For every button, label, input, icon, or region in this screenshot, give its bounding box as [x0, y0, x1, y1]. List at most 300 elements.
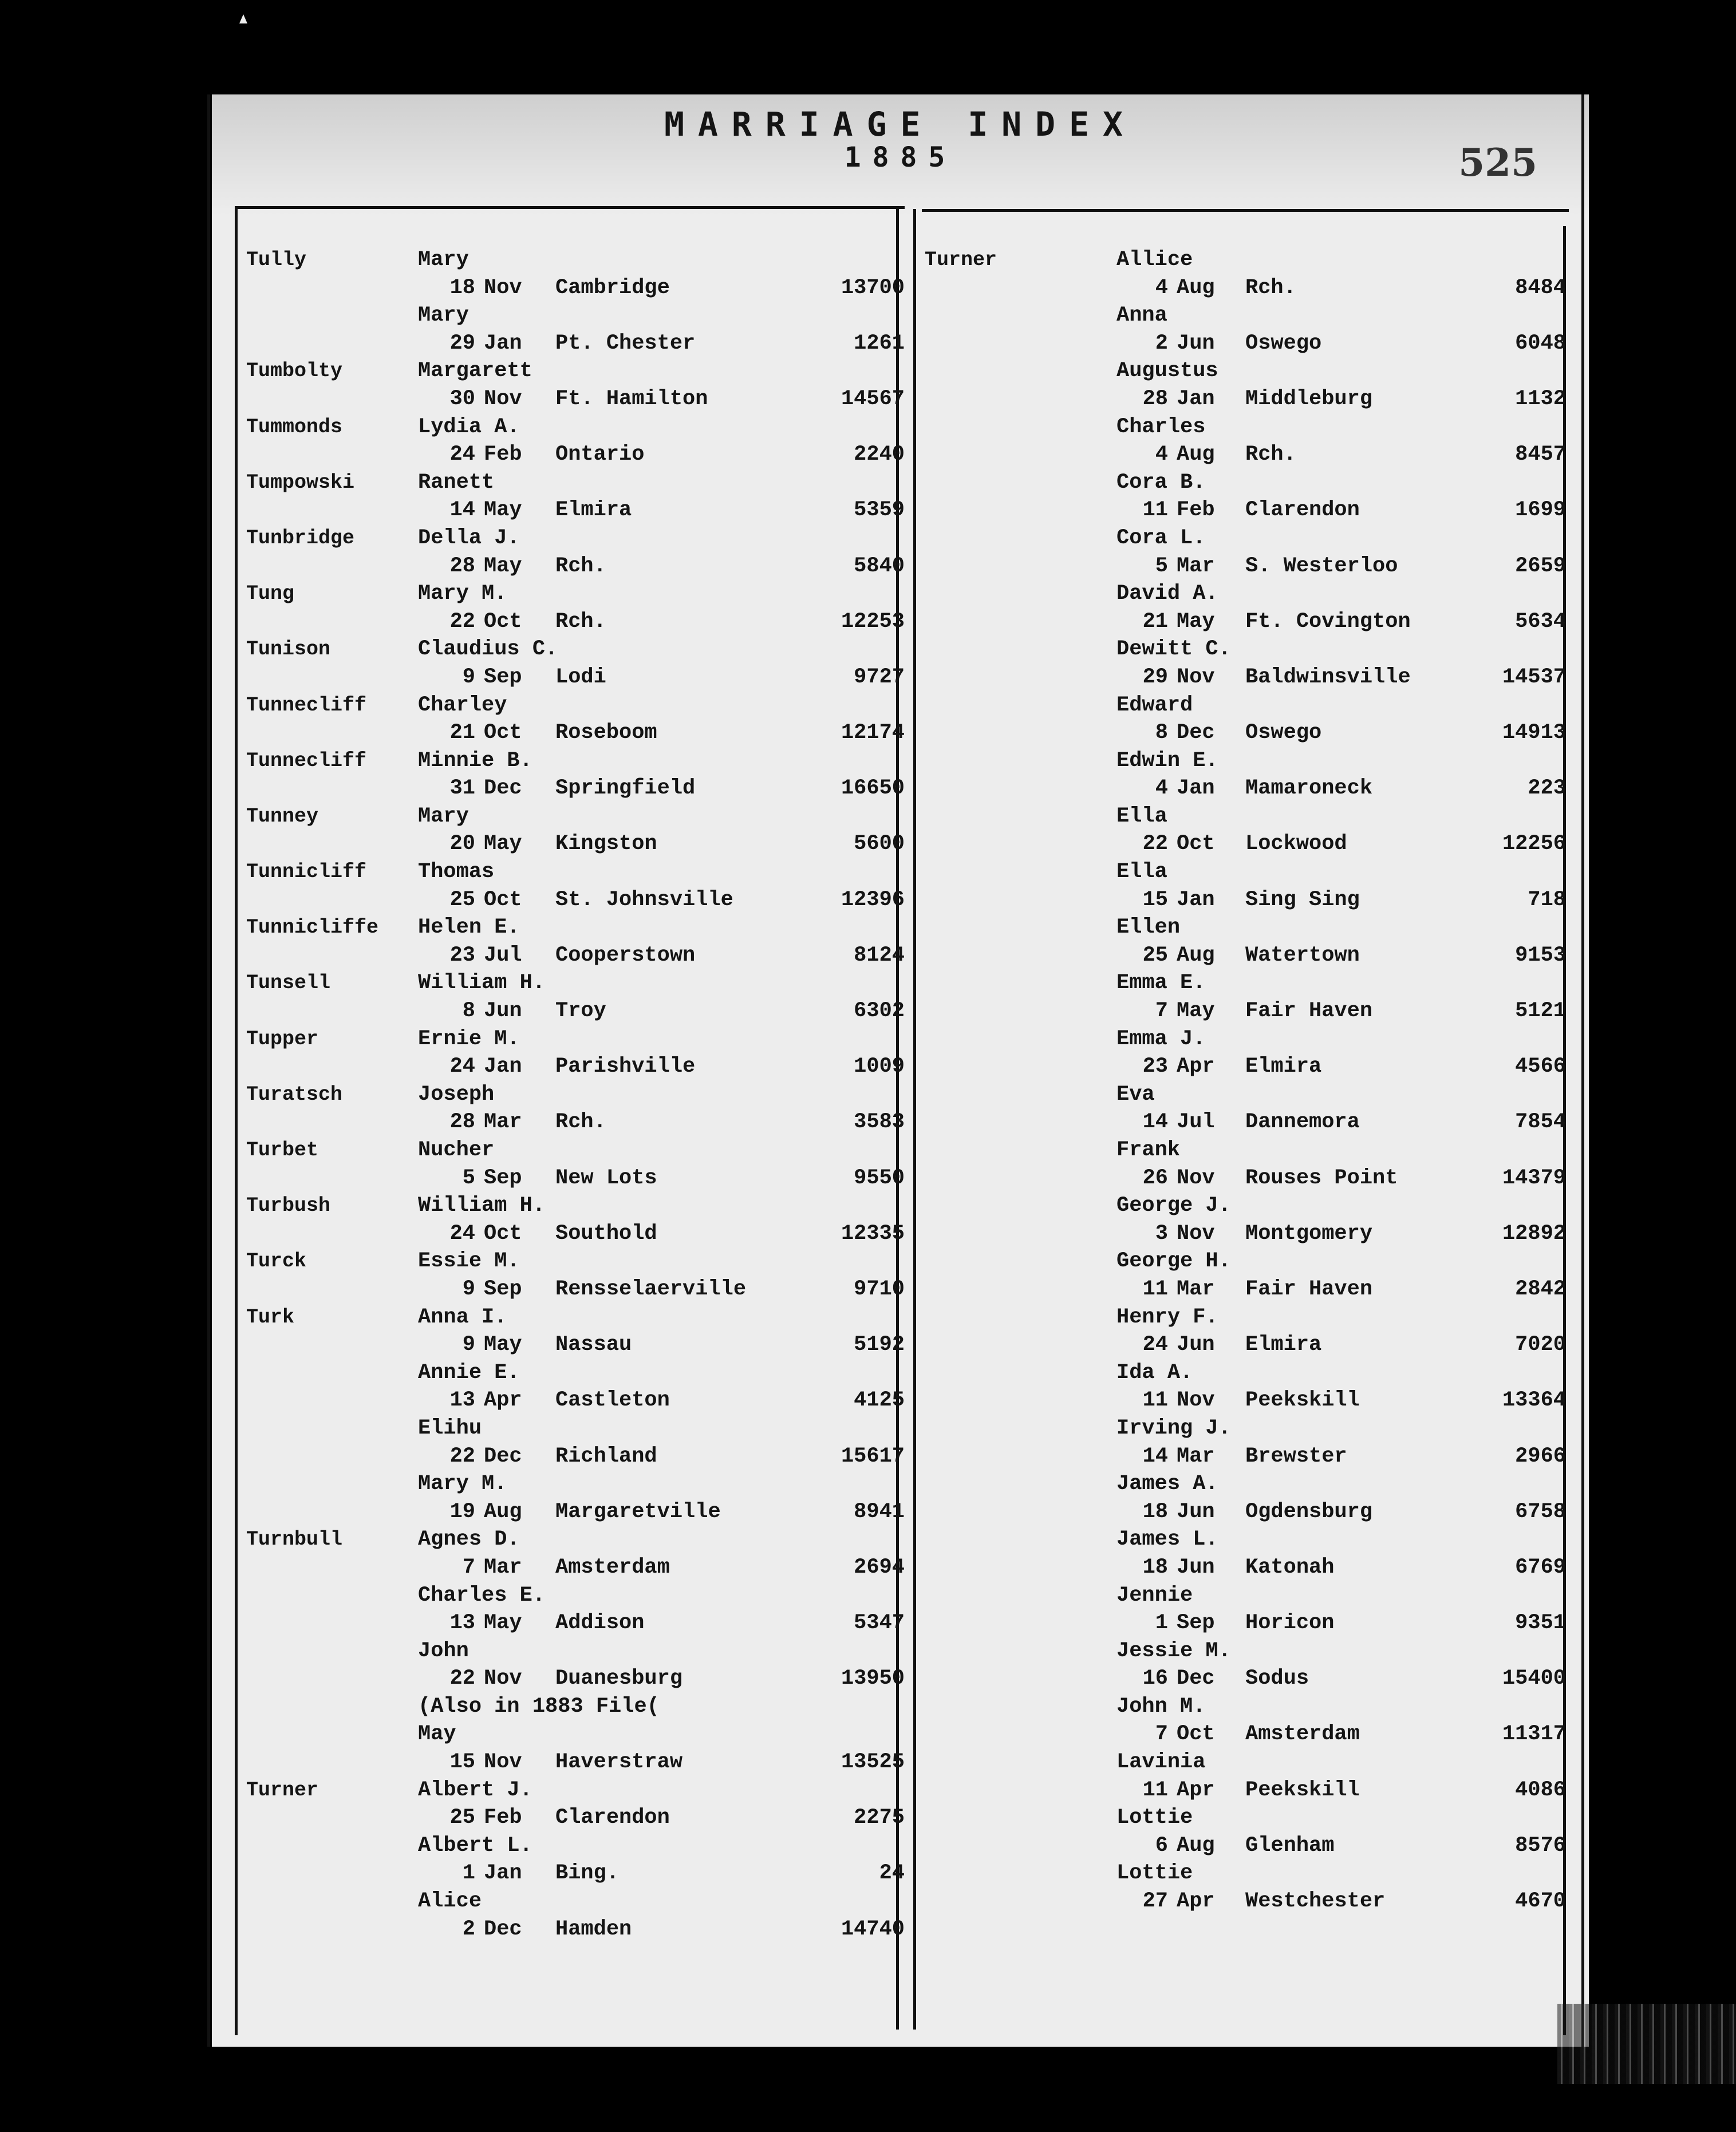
marriage-day: 11 [1142, 1277, 1168, 1301]
marriage-month: Jul [1177, 1110, 1215, 1135]
certificate-number: 5359 [854, 498, 905, 523]
entry-name-row [246, 858, 905, 886]
marriage-day: 2 [1155, 331, 1168, 356]
marriage-place: Lockwood [1245, 832, 1347, 856]
marriage-day: 18 [449, 275, 475, 300]
entry-name-row [246, 1136, 905, 1164]
marriage-place: Parishville [555, 1055, 696, 1079]
certificate-number: 718 [1528, 887, 1566, 912]
marriage-day: 3 [1155, 1221, 1168, 1246]
entry-detail-row [925, 552, 1566, 581]
marriage-day: 23 [449, 943, 475, 968]
given-name: Cora L. [1116, 526, 1206, 550]
marriage-month: Nov [1177, 665, 1215, 689]
marriage-day: 29 [449, 331, 475, 356]
certificate-number: 8484 [1515, 275, 1566, 300]
given-name: Jessie M. [1116, 1639, 1231, 1663]
surname: Tunbridge [246, 526, 355, 550]
marriage-place: Rch. [1245, 275, 1296, 300]
entry-detail-row [246, 441, 905, 469]
entry-detail-row [246, 1554, 905, 1582]
marriage-day: 24 [449, 1221, 475, 1246]
entry-detail-row [246, 1443, 905, 1471]
marriage-day: 27 [1142, 1889, 1168, 1914]
entry-name-row [246, 914, 905, 942]
marriage-place: Margaretville [555, 1499, 721, 1524]
certificate-number: 9153 [1515, 943, 1566, 968]
marriage-month: Jun [1177, 1499, 1215, 1524]
entry-name-row [925, 1748, 1566, 1776]
surname: Tunnecliff [246, 749, 367, 772]
surname: Tunnicliff [246, 860, 367, 884]
given-name: James L. [1116, 1527, 1218, 1552]
given-name: Essie M. [418, 1249, 520, 1274]
marriage-place: New Lots [555, 1166, 657, 1190]
entry-detail-row [925, 886, 1566, 914]
left-column-border [235, 209, 238, 2035]
marriage-day: 13 [449, 1388, 475, 1413]
certificate-number: 24 [879, 1861, 905, 1886]
marriage-day: 14 [1142, 1110, 1168, 1135]
marriage-month: May [484, 1611, 522, 1636]
marriage-place: Addison [555, 1611, 645, 1636]
given-name: Elihu [418, 1416, 482, 1440]
marriage-month: Aug [1177, 443, 1215, 467]
marriage-place: Sing Sing [1245, 887, 1360, 912]
entry-detail-row [246, 775, 905, 803]
marriage-place: Glenham [1245, 1833, 1335, 1858]
certificate-number: 2275 [854, 1806, 905, 1830]
entry-name-row [925, 580, 1566, 608]
given-name: William H. [418, 1194, 546, 1218]
given-name: Mary [418, 804, 469, 828]
certificate-number: 6048 [1515, 331, 1566, 356]
entry-detail-row [246, 496, 905, 524]
marriage-day: 24 [449, 443, 475, 467]
entry-name-row [246, 1470, 905, 1498]
marriage-day: 5 [1155, 554, 1168, 578]
marriage-month: Jun [1177, 1333, 1215, 1357]
entry-detail-row [246, 830, 905, 858]
entry-name-row [246, 580, 905, 608]
given-name: Agnes D. [418, 1527, 520, 1552]
entry-name-row [246, 1415, 905, 1443]
marriage-place: Baldwinsville [1245, 665, 1411, 689]
certificate-number: 5634 [1515, 609, 1566, 634]
entry-detail-row [246, 1609, 905, 1637]
entry-detail-row [246, 997, 905, 1025]
marriage-day: 15 [449, 1750, 475, 1775]
certificate-number: 4670 [1515, 1889, 1566, 1914]
surname: Turnbull [246, 1528, 343, 1551]
surname: Turatsch [246, 1083, 343, 1106]
marriage-month: Jul [484, 943, 522, 968]
given-name: Anna I. [418, 1305, 507, 1329]
given-name: Augustus [1116, 359, 1218, 384]
right-index-column [925, 246, 1566, 1916]
marriage-day: 22 [1142, 832, 1168, 856]
entry-name-row [246, 302, 905, 330]
given-name: Lottie [1116, 1861, 1193, 1886]
given-name: George H. [1116, 1249, 1231, 1274]
marriage-place: Rch. [1245, 443, 1296, 467]
marriage-place: Richland [555, 1444, 657, 1468]
marriage-month: Mar [484, 1555, 522, 1580]
surname: Turbush [246, 1194, 331, 1218]
marriage-month: Jan [1177, 776, 1215, 801]
marriage-day: 7 [462, 1555, 475, 1580]
marriage-day: 7 [1155, 999, 1168, 1024]
entry-name-row [925, 1859, 1566, 1888]
entry-detail-row [925, 775, 1566, 803]
marriage-month: Jan [484, 331, 522, 356]
given-name: Minnie B. [418, 748, 532, 773]
certificate-number: 8941 [854, 1499, 905, 1524]
marriage-day: 24 [449, 1055, 475, 1079]
certificate-number: 14913 [1502, 721, 1566, 745]
certificate-number: 2240 [854, 443, 905, 467]
entry-name-row [925, 1359, 1566, 1387]
surname: Tully [246, 248, 307, 271]
marriage-place: Katonah [1245, 1555, 1335, 1580]
marriage-day: 11 [1142, 1778, 1168, 1802]
entry-name-row [925, 413, 1566, 441]
given-name: Charles E. [418, 1583, 546, 1608]
entry-name-row [925, 1693, 1566, 1721]
entry-name-row [925, 692, 1566, 720]
header-rule [235, 206, 905, 209]
certificate-number: 14740 [841, 1917, 905, 1941]
marriage-place: Roseboom [555, 721, 657, 745]
entry-name-row [246, 692, 905, 720]
given-name: Margarett [418, 359, 532, 384]
given-name: Anna [1116, 303, 1167, 328]
entry-detail-row [246, 1108, 905, 1136]
given-name: Ellen [1116, 915, 1181, 940]
marriage-day: 23 [1142, 1055, 1168, 1079]
entry-detail-row [246, 719, 905, 747]
marriage-day: 22 [449, 609, 475, 634]
given-name: Mary [418, 303, 469, 328]
marriage-place: Cambridge [555, 275, 670, 300]
marriage-day: 18 [1142, 1555, 1168, 1580]
marriage-day: 5 [462, 1166, 475, 1190]
film-mark-icon [239, 14, 247, 23]
given-name: Ida A. [1116, 1360, 1193, 1385]
entry-detail-row [925, 997, 1566, 1025]
marriage-day: 7 [1155, 1722, 1168, 1747]
marriage-month: Nov [1177, 1166, 1215, 1190]
entry-name-row [246, 1637, 905, 1665]
marriage-month: Oct [484, 609, 522, 634]
marriage-month: Nov [484, 1667, 522, 1691]
marriage-day: 19 [449, 1499, 475, 1524]
marriage-place: Ontario [555, 443, 645, 467]
marriage-day: 8 [1155, 721, 1168, 745]
marriage-place: Rouses Point [1245, 1166, 1398, 1190]
entry-name-row [925, 1081, 1566, 1109]
marriage-month: Aug [1177, 943, 1215, 968]
certificate-number: 5347 [854, 1611, 905, 1636]
marriage-place: Brewster [1245, 1444, 1347, 1468]
certificate-number: 12396 [841, 887, 905, 912]
entry-name-row [925, 357, 1566, 385]
certificate-number: 12335 [841, 1221, 905, 1246]
marriage-month: Jun [484, 999, 522, 1024]
given-name: Emma J. [1116, 1026, 1206, 1051]
marriage-month: Aug [1177, 1833, 1215, 1858]
certificate-number: 13950 [841, 1667, 905, 1691]
marriage-place: Clarendon [555, 1806, 670, 1830]
entry-name-row [925, 1247, 1566, 1276]
marriage-day: 22 [449, 1667, 475, 1691]
marriage-month: May [484, 832, 522, 856]
given-name: George J. [1116, 1194, 1231, 1218]
entry-detail-row [925, 1108, 1566, 1136]
given-name: Ella [1116, 860, 1167, 885]
marriage-month: Apr [1177, 1055, 1215, 1079]
marriage-month: Apr [1177, 1778, 1215, 1802]
marriage-place: Elmira [1245, 1333, 1322, 1357]
marriage-place: Horicon [1245, 1611, 1335, 1636]
surname: Turner [925, 248, 997, 271]
marriage-place: Elmira [1245, 1055, 1322, 1079]
page-year: 1885 [844, 141, 957, 173]
entry-name-row [246, 246, 905, 274]
surname: Turk [246, 1305, 295, 1329]
given-name: Alice [418, 1889, 482, 1914]
marriage-day: 25 [449, 887, 475, 912]
given-name: Dewitt C. [1116, 637, 1231, 662]
marriage-place: Ft. Hamilton [555, 386, 708, 411]
marriage-place: Dannemora [1245, 1110, 1360, 1135]
given-name: Henry F. [1116, 1305, 1218, 1329]
entry-name-row [925, 246, 1566, 274]
certificate-number: 14567 [841, 386, 905, 411]
marriage-place: Nassau [555, 1333, 632, 1357]
marriage-month: Mar [484, 1110, 522, 1135]
marriage-place: Southold [555, 1221, 657, 1246]
marriage-month: Dec [484, 776, 522, 801]
entry-detail-row [246, 1331, 905, 1359]
entry-detail-row [246, 1859, 905, 1888]
certificate-number: 2659 [1515, 554, 1566, 578]
certificate-number: 12253 [841, 609, 905, 634]
entry-name-row [925, 1192, 1566, 1220]
entry-detail-row [925, 330, 1566, 358]
certificate-number: 16650 [841, 776, 905, 801]
entry-detail-row [925, 1387, 1566, 1415]
marriage-month: Feb [484, 1806, 522, 1830]
marriage-place: Bing. [555, 1861, 620, 1886]
marriage-day: 11 [1142, 1388, 1168, 1413]
marriage-place: Peekskill [1245, 1778, 1360, 1802]
given-name: Nucher [418, 1138, 495, 1162]
marriage-place: Troy [555, 999, 606, 1024]
surname: Tupper [246, 1027, 319, 1051]
marriage-place: Peekskill [1245, 1388, 1360, 1413]
entry-detail-row [925, 274, 1566, 302]
entry-name-row [246, 747, 905, 775]
marriage-month: Mar [1177, 554, 1215, 578]
given-name: James A. [1116, 1472, 1218, 1497]
page-title: MARRIAGE INDEX [664, 105, 1137, 144]
entry-detail-row [925, 1331, 1566, 1359]
marriage-place: Oswego [1245, 721, 1322, 745]
entry-name-row [925, 803, 1566, 831]
entry-name-row [246, 1192, 905, 1220]
marriage-day: 13 [449, 1611, 475, 1636]
marriage-place: Fair Haven [1245, 1277, 1373, 1301]
marriage-day: 4 [1155, 443, 1168, 467]
entry-detail-row [246, 1498, 905, 1526]
entry-detail-row [246, 385, 905, 413]
entry-detail-row [246, 608, 905, 636]
given-name: Jennie [1116, 1583, 1193, 1608]
given-name: Edward [1116, 693, 1193, 717]
marriage-day: 15 [1142, 887, 1168, 912]
marriage-month: Nov [484, 386, 522, 411]
given-name: Ernie M. [418, 1026, 520, 1051]
marriage-place: Fair Haven [1245, 999, 1373, 1024]
marriage-day: 11 [1142, 498, 1168, 523]
certificate-number: 9550 [854, 1166, 905, 1190]
marriage-day: 29 [1142, 665, 1168, 689]
entry-detail-row [925, 1053, 1566, 1081]
entry-detail-row [246, 1164, 905, 1193]
marriage-month: Dec [484, 1444, 522, 1468]
entry-name-row [246, 1776, 905, 1805]
certificate-number: 4125 [854, 1388, 905, 1413]
entry-detail-row [246, 1665, 905, 1693]
entry-note-row [246, 1693, 905, 1721]
marriage-month: Feb [1177, 498, 1215, 523]
entry-detail-row [925, 1498, 1566, 1526]
given-name: Lavinia [1116, 1750, 1206, 1775]
marriage-day: 25 [1142, 943, 1168, 968]
marriage-place: Oswego [1245, 331, 1322, 356]
marriage-month: Dec [1177, 721, 1215, 745]
marriage-month: May [484, 1333, 522, 1357]
marriage-month: Nov [1177, 1388, 1215, 1413]
given-name: Della J. [418, 526, 520, 550]
marriage-day: 20 [449, 832, 475, 856]
page-right-border [1581, 94, 1584, 2047]
entry-detail-row [925, 1443, 1566, 1471]
entry-name-row [925, 1582, 1566, 1610]
left-index-column [246, 246, 905, 1943]
certificate-number: 6758 [1515, 1499, 1566, 1524]
marriage-month: Mar [1177, 1444, 1215, 1468]
entry-detail-row [925, 942, 1566, 970]
given-name: Claudius C. [418, 637, 558, 662]
entry-detail-row [925, 608, 1566, 636]
marriage-day: 4 [1155, 776, 1168, 801]
surname: Tung [246, 582, 295, 606]
entry-name-row [246, 1720, 905, 1748]
marriage-day: 9 [462, 665, 475, 689]
certificate-number: 14537 [1502, 665, 1566, 689]
page-number: 525 [1458, 140, 1537, 185]
marriage-month: Sep [484, 665, 522, 689]
entry-detail-row [925, 1776, 1566, 1805]
marriage-place: S. Westerloo [1245, 554, 1398, 578]
marriage-day: 30 [449, 386, 475, 411]
surname: Tunnecliff [246, 693, 367, 717]
certificate-number: 15617 [841, 1444, 905, 1468]
marriage-month: Jan [1177, 887, 1215, 912]
certificate-number: 8124 [854, 943, 905, 968]
index-page [212, 94, 1589, 2047]
certificate-number: 223 [1528, 776, 1566, 801]
page-left-border [207, 94, 210, 2047]
certificate-number: 14379 [1502, 1166, 1566, 1190]
surname: Tunsell [246, 972, 331, 995]
entry-name-row [925, 858, 1566, 886]
certificate-number: 6769 [1515, 1555, 1566, 1580]
marriage-place: Amsterdam [1245, 1722, 1360, 1747]
marriage-month: Oct [1177, 832, 1215, 856]
column-divider-right [913, 209, 916, 2030]
marriage-month: Jan [1177, 386, 1215, 411]
entry-name-row [925, 524, 1566, 552]
marriage-place: Pt. Chester [555, 331, 696, 356]
entry-name-row [925, 1136, 1566, 1164]
entry-name-row [925, 635, 1566, 664]
entry-name-row [925, 1025, 1566, 1053]
entry-detail-row [925, 719, 1566, 747]
marriage-day: 24 [1142, 1333, 1168, 1357]
marriage-month: Oct [484, 1221, 522, 1246]
entry-name-row [246, 635, 905, 664]
marriage-month: Aug [484, 1499, 522, 1524]
given-name: Albert J. [418, 1778, 532, 1802]
marriage-place: Rensselaerville [555, 1277, 747, 1301]
certificate-number: 6302 [854, 999, 905, 1024]
marriage-place: Amsterdam [555, 1555, 670, 1580]
certificate-number: 9710 [854, 1277, 905, 1301]
marriage-day: 8 [462, 999, 475, 1024]
entry-name-row [925, 1804, 1566, 1832]
given-name: Mary M. [418, 582, 507, 606]
marriage-place: Haverstraw [555, 1750, 683, 1775]
marriage-place: Sodus [1245, 1667, 1309, 1691]
film-edge [1557, 2004, 1736, 2084]
certificate-number: 1261 [854, 331, 905, 356]
marriage-place: Montgomery [1245, 1221, 1373, 1246]
marriage-day: 26 [1142, 1166, 1168, 1190]
certificate-number: 9351 [1515, 1611, 1566, 1636]
certificate-number: 15400 [1502, 1667, 1566, 1691]
marriage-month: May [484, 498, 522, 523]
marriage-day: 28 [1142, 386, 1168, 411]
entry-name-row [246, 1304, 905, 1332]
marriage-month: Apr [1177, 1889, 1215, 1914]
given-name: Annie E. [418, 1360, 520, 1385]
entry-name-row [246, 803, 905, 831]
certificate-number: 13525 [841, 1750, 905, 1775]
certificate-number: 3583 [854, 1110, 905, 1135]
marriage-month: May [484, 554, 522, 578]
marriage-month: Oct [484, 887, 522, 912]
given-name: Mary M. [418, 1472, 507, 1497]
marriage-place: Watertown [1245, 943, 1360, 968]
entry-detail-row [246, 942, 905, 970]
surname: Tumbolty [246, 360, 343, 383]
marriage-place: Rch. [555, 609, 606, 634]
marriage-day: 14 [449, 498, 475, 523]
entry-name-row [246, 1359, 905, 1387]
